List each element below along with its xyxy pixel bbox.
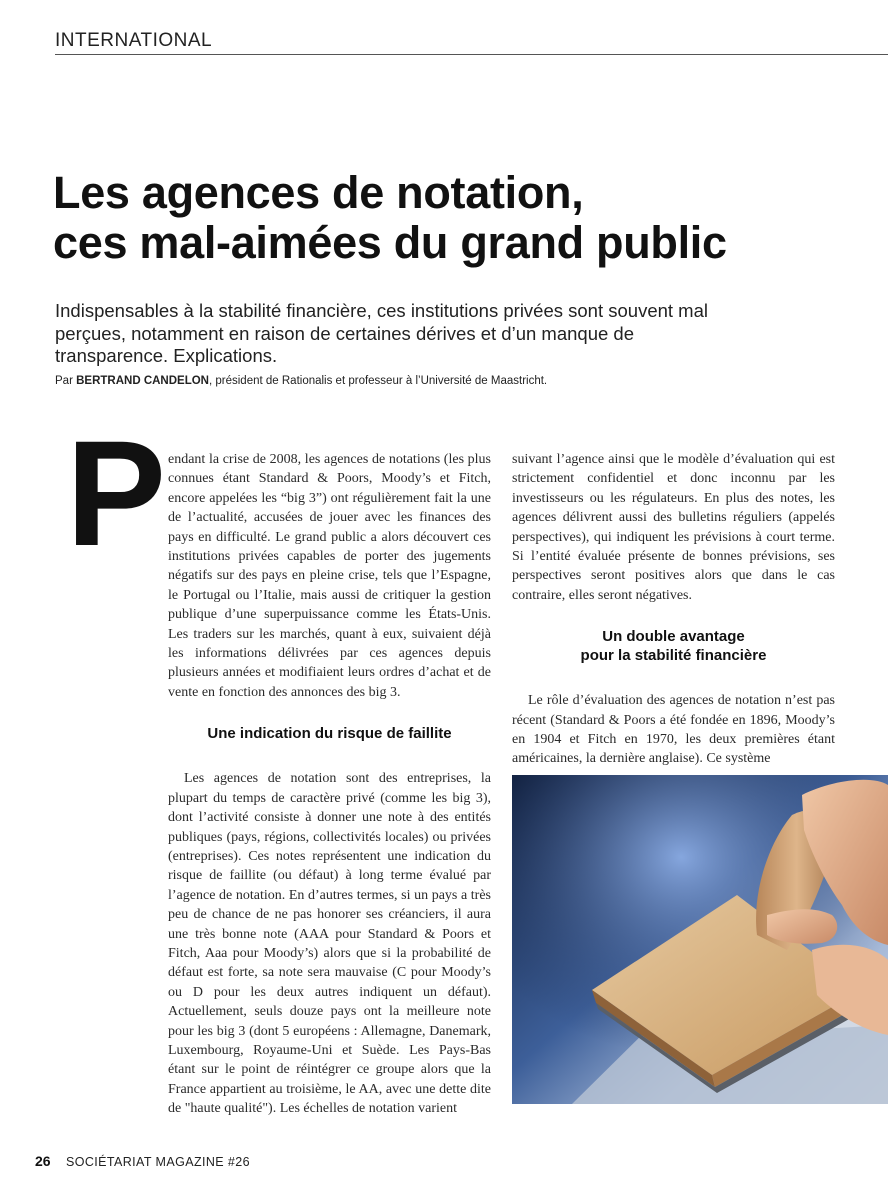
paragraph-1: endant la crise de 2008, les agences de notations (les plus connues étant Standard & Poors, Moody’s et Fitch, encore appelées les “big 3”) ont régulièrement fait la une de l’actualité, accusées de jouer avec les finances des pays en difficulté. Le grand public a alors découvert ces institutions privées capables de porter des jugements négatifs sur des pays en pleine crise, tels que l’Espagne, le Portugal ou l’Italie, mais aussi de critiquer la gestion publique d’une superpuissance comme les États-Unis. Les traders sur les marchés, quant à eux, suivaient déjà les informations délivrées par ces agences depuis plusieurs années et modifiaient leurs ordres d’achat et de vente en fonction des annonces des big 3.: [168, 452, 491, 700]
column-right: [512, 450, 835, 769]
rubber-stamp-photo: [512, 775, 888, 1104]
title-line-2: ces mal-aimées du grand public: [53, 217, 727, 268]
column-left: [168, 450, 491, 1119]
drop-cap: P: [66, 409, 167, 577]
page-number: 26: [35, 1153, 51, 1169]
subhead-advantage-line-1: Un double avantage: [602, 628, 745, 646]
paragraph-3: suivant l’agence ainsi que le modèle d’évaluation qui est strictement confidentiel et donc inconnu par les investisseurs ou les régulateurs. En plus des notes, les agences délivrent aussi des bulletins réguliers (appelés perspectives), qui indiquent les prévisions à court terme. Si l’entité évaluée présente de bonnes prévisions, ses perspectives seront positives alors que dans le cas contraire, elles seront négatives.: [512, 452, 835, 603]
subhead-advantage: [512, 627, 835, 665]
article-lede: Indispensables à la stabilité financière, ces institutions privées sont souvent mal perçues, notamment en raison de certaines dérives et d’un manque de transparence. Explications.: [55, 300, 708, 366]
paragraph-4: Le rôle d’évaluation des agences de notation n’est pas récent (Standard & Poors a été fondée en 1896, Moody’s en 1904 et Fitch en 1970, les deux premières étant américaines, la dernière anglaise). Ce système: [512, 693, 835, 767]
author-title: , président de Rationalis et professeur à l’Université de Maastricht.: [208, 375, 548, 387]
section-label: INTERNATIONAL: [55, 30, 213, 51]
subhead-advantage-line-2: pour la stabilité financière: [580, 647, 767, 665]
paragraph-2: Les agences de notation sont des entreprises, la plupart du temps de caractère privé (comme les big 3), dont l’activité consiste à donner une note à des entités publiques (pays, régions, collectivités locales) ou privées (entreprises). Ces notes représentent une indication du risque de faillite (ou défaut) à long terme évalué par l’agence de notation. En d’autres termes, si un pays a très peu de chance de ne pas honorer ses créanciers, il aura une très bonne note (AAA pour Standard & Poors et Fitch, Aaa pour Moody’s) alors que si la probabilité de défaut est forte, sa note sera mauvaise (C pour Moody’s ou D pour les deux autres indiquent un défaut). Actuellement, seuls douze pays ont la meilleure note pour les big 3 (dont 5 européens : Allemagne, Danemark, Luxembourg, Royaume-Uni et Suède. Les Pays-Bas étant sur le point de réintégrer ce groupe alors que la France appartient au troisième, le AA, avec une dette dite de "haute qualité"). Les échelles de notation varient: [168, 771, 491, 1117]
subhead-risk: Une indication du risque de faillite: [207, 725, 452, 743]
magazine-name: SOCIÉTARIAT MAGAZINE #26: [66, 1155, 250, 1169]
byline-prefix: Par: [55, 375, 77, 387]
byline: [55, 375, 755, 387]
article-title: [53, 168, 873, 268]
title-line-1: Les agences de notation,: [53, 167, 584, 218]
section-divider: [55, 54, 888, 55]
author-name: BERTRAND CANDELON: [76, 375, 209, 387]
